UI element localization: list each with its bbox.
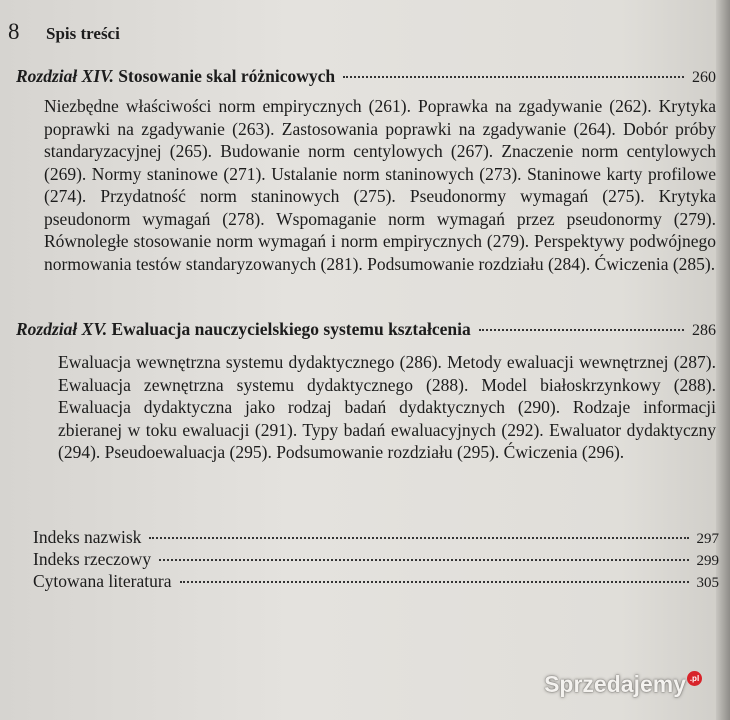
watermark-badge: .pl <box>687 671 702 686</box>
page-header <box>8 19 120 45</box>
index-label: Cytowana literatura <box>33 571 172 591</box>
dot-leader <box>149 537 688 539</box>
index-entry <box>33 571 719 593</box>
dot-leader <box>343 76 684 78</box>
site-watermark <box>544 671 702 698</box>
chapter-page: 286 <box>692 322 716 339</box>
chapter-number: Rozdział XV. <box>16 319 108 339</box>
index-label: Indeks nazwisk <box>33 527 142 547</box>
index-page: 299 <box>696 553 719 569</box>
running-title: Spis treści <box>46 24 120 43</box>
index-entry <box>33 527 719 549</box>
chapter-page: 260 <box>692 69 716 86</box>
page-edge <box>716 0 730 720</box>
watermark-text: Sprzedajemy <box>544 671 686 697</box>
index-page: 305 <box>696 575 719 591</box>
chapter-title: Ewaluacja nauczycielskiego systemu kształcenia <box>111 319 471 339</box>
chapter-contents: Ewaluacja wewnętrzna systemu dydaktycznego (286). Metody ewaluacji wewnętrznej (287). Ewaluacja zewnętrzna systemu dydaktycznego (288). Model białoskrzynkowy (288). Ewaluacja dydaktyczna jako rodzaj badań dydaktycznych (290). Rodzaje informacji zbieranej w toku ewaluacji (291). Typy badań ewaluacyjnych (292). Ewaluator dydaktyczny (294). Pseudoewaluacja (295). Podsumowanie rozdziału (295). Ćwiczenia (296). <box>58 352 716 462</box>
chapter-contents: Niezbędne właściwości norm empirycznych (261). Poprawka na zgadywanie (262). Krytyka poprawki na zgadywanie (263). Zastosowania poprawki na zgadywanie (264). Dobór próby standaryzacyjnej (265). Budowanie norm centylowych (267). Znaczenie norm centylowych (269). Normy staninowe (271). Ustalanie norm staninowych (273). Staninowe karty profilowe (274). Przydatność norm staninowych (275). Pseudonormy wymagań (275). Krytyka pseudonorm wymagań (278). Wspomaganie norm wymagań przez pseudonormy (279). Równoległe stosowanie norm wymagań i norm empirycznych (279). Perspektywy podwójnego normowania testów standaryzowanych (281). Podsumowanie rozdziału (284). Ćwiczenia (285). <box>44 96 716 274</box>
page-number: 8 <box>8 19 20 44</box>
index-list <box>33 527 719 593</box>
index-entry <box>33 549 719 571</box>
chapter-xiv <box>16 66 716 275</box>
chapter-xv <box>16 319 716 464</box>
chapter-number: Rozdział XIV. <box>16 66 114 86</box>
dot-leader <box>159 559 688 561</box>
index-label: Indeks rzeczowy <box>33 549 152 569</box>
chapter-heading <box>16 66 716 87</box>
dot-leader <box>180 581 689 583</box>
dot-leader <box>479 329 684 331</box>
index-page: 297 <box>696 531 719 547</box>
chapter-title: Stosowanie skal różnicowych <box>118 66 336 86</box>
chapter-heading <box>16 319 716 340</box>
